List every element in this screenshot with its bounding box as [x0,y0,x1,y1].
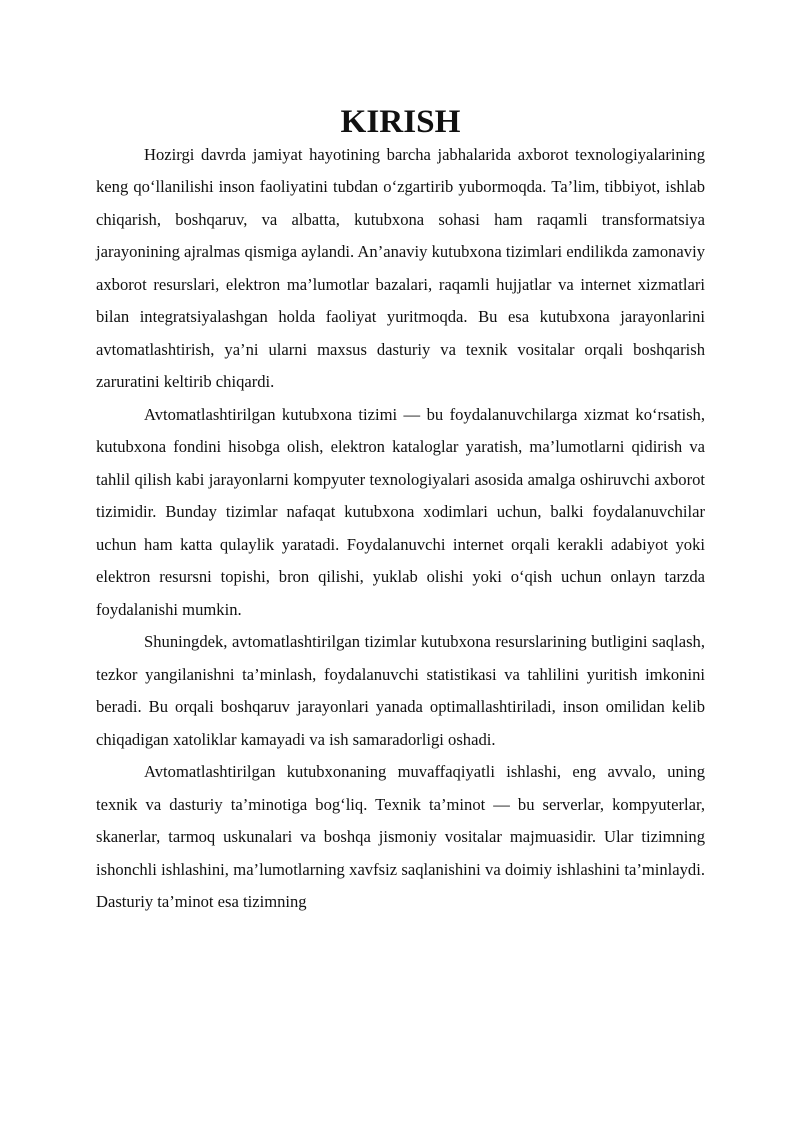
paragraph-2: Avtomatlashtirilgan kutubxona tizimi — bu foydalanuvchilarga xizmat ko‘rsatish, kutubxona fondini hisobga olish, elektron kataloglar yaratish, ma’lumotlarni qidirish va tahlil qilish kabi jarayonlarni kompyuter texnologiyalari asosida amalga oshiruvchi axborot tizimidir. Bunday tizimlar nafaqat kutubxona xodimlari uchun, balki foydalanuvchilar uchun ham katta qulaylik yaratadi. Foydalanuvchi internet orqali kerakli adabiyot yoki elektron resursni topishi, bron qilishi, yuklab olishi yoki o‘qish uchun onlayn tarzda foydalanishi mumkin. [96,404,705,619]
document-page [96,103,705,919]
paragraph-4: Avtomatlashtirilgan kutubxonaning muvaffaqiyatli ishlashi, eng avvalo, uning texnik va dasturiy ta’minotiga bog‘liq. Texnik ta’minot — bu serverlar, kompyuterlar, skanerlar, tarmoq uskunalari va boshqa jismoniy vositalar majmuasidir. Ular tizimning ishonchli ishlashini, ma’lumotlarning xavfsiz saqlanishini va doimiy ishlashini ta’minlaydi. Dasturiy ta’minot esa tizimning [96,762,705,911]
paragraph-3: Shuningdek, avtomatlashtirilgan tizimlar kutubxona resurslarining butligini saqlash, tezkor yangilanishni ta’minlash, foydalanuvchi statistikasi va tahlilini yuritish imkonini beradi. Bu orqali boshqaruv jarayonlari yanada optimallashtiriladi, inson omilidan kelib chiqadigan xatoliklar kamayadi va ish samaradorligi oshadi. [96,632,705,749]
paragraph-1: Hozirgi davrda jamiyat hayotining barcha jabhalarida axborot texnologiyalarining keng qo‘llanilishi inson faoliyatini tubdan o‘zgartirib yubormoqda. Ta’lim, tibbiyot, ishlab chiqarish, boshqaruv, va albatta, kutubxona sohasi ham raqamli transformatsiya jarayonining ajralmas qismiga aylandi. An’anaviy kutubxona tizimlari endilikda zamonaviy axborot resurslari, elektron ma’lumotlar bazalari, raqamli hujjatlar va internet xizmatlari bilan integratsiyalashgan holda faoliyat yuritmoqda. Bu esa kutubxona jarayonlarini avtomatlashtirish, ya’ni ularni maxsus dasturiy va texnik vositalar orqali boshqarish zaruratini keltirib chiqardi. [96,144,705,391]
document-title: KIRISH [340,103,461,140]
